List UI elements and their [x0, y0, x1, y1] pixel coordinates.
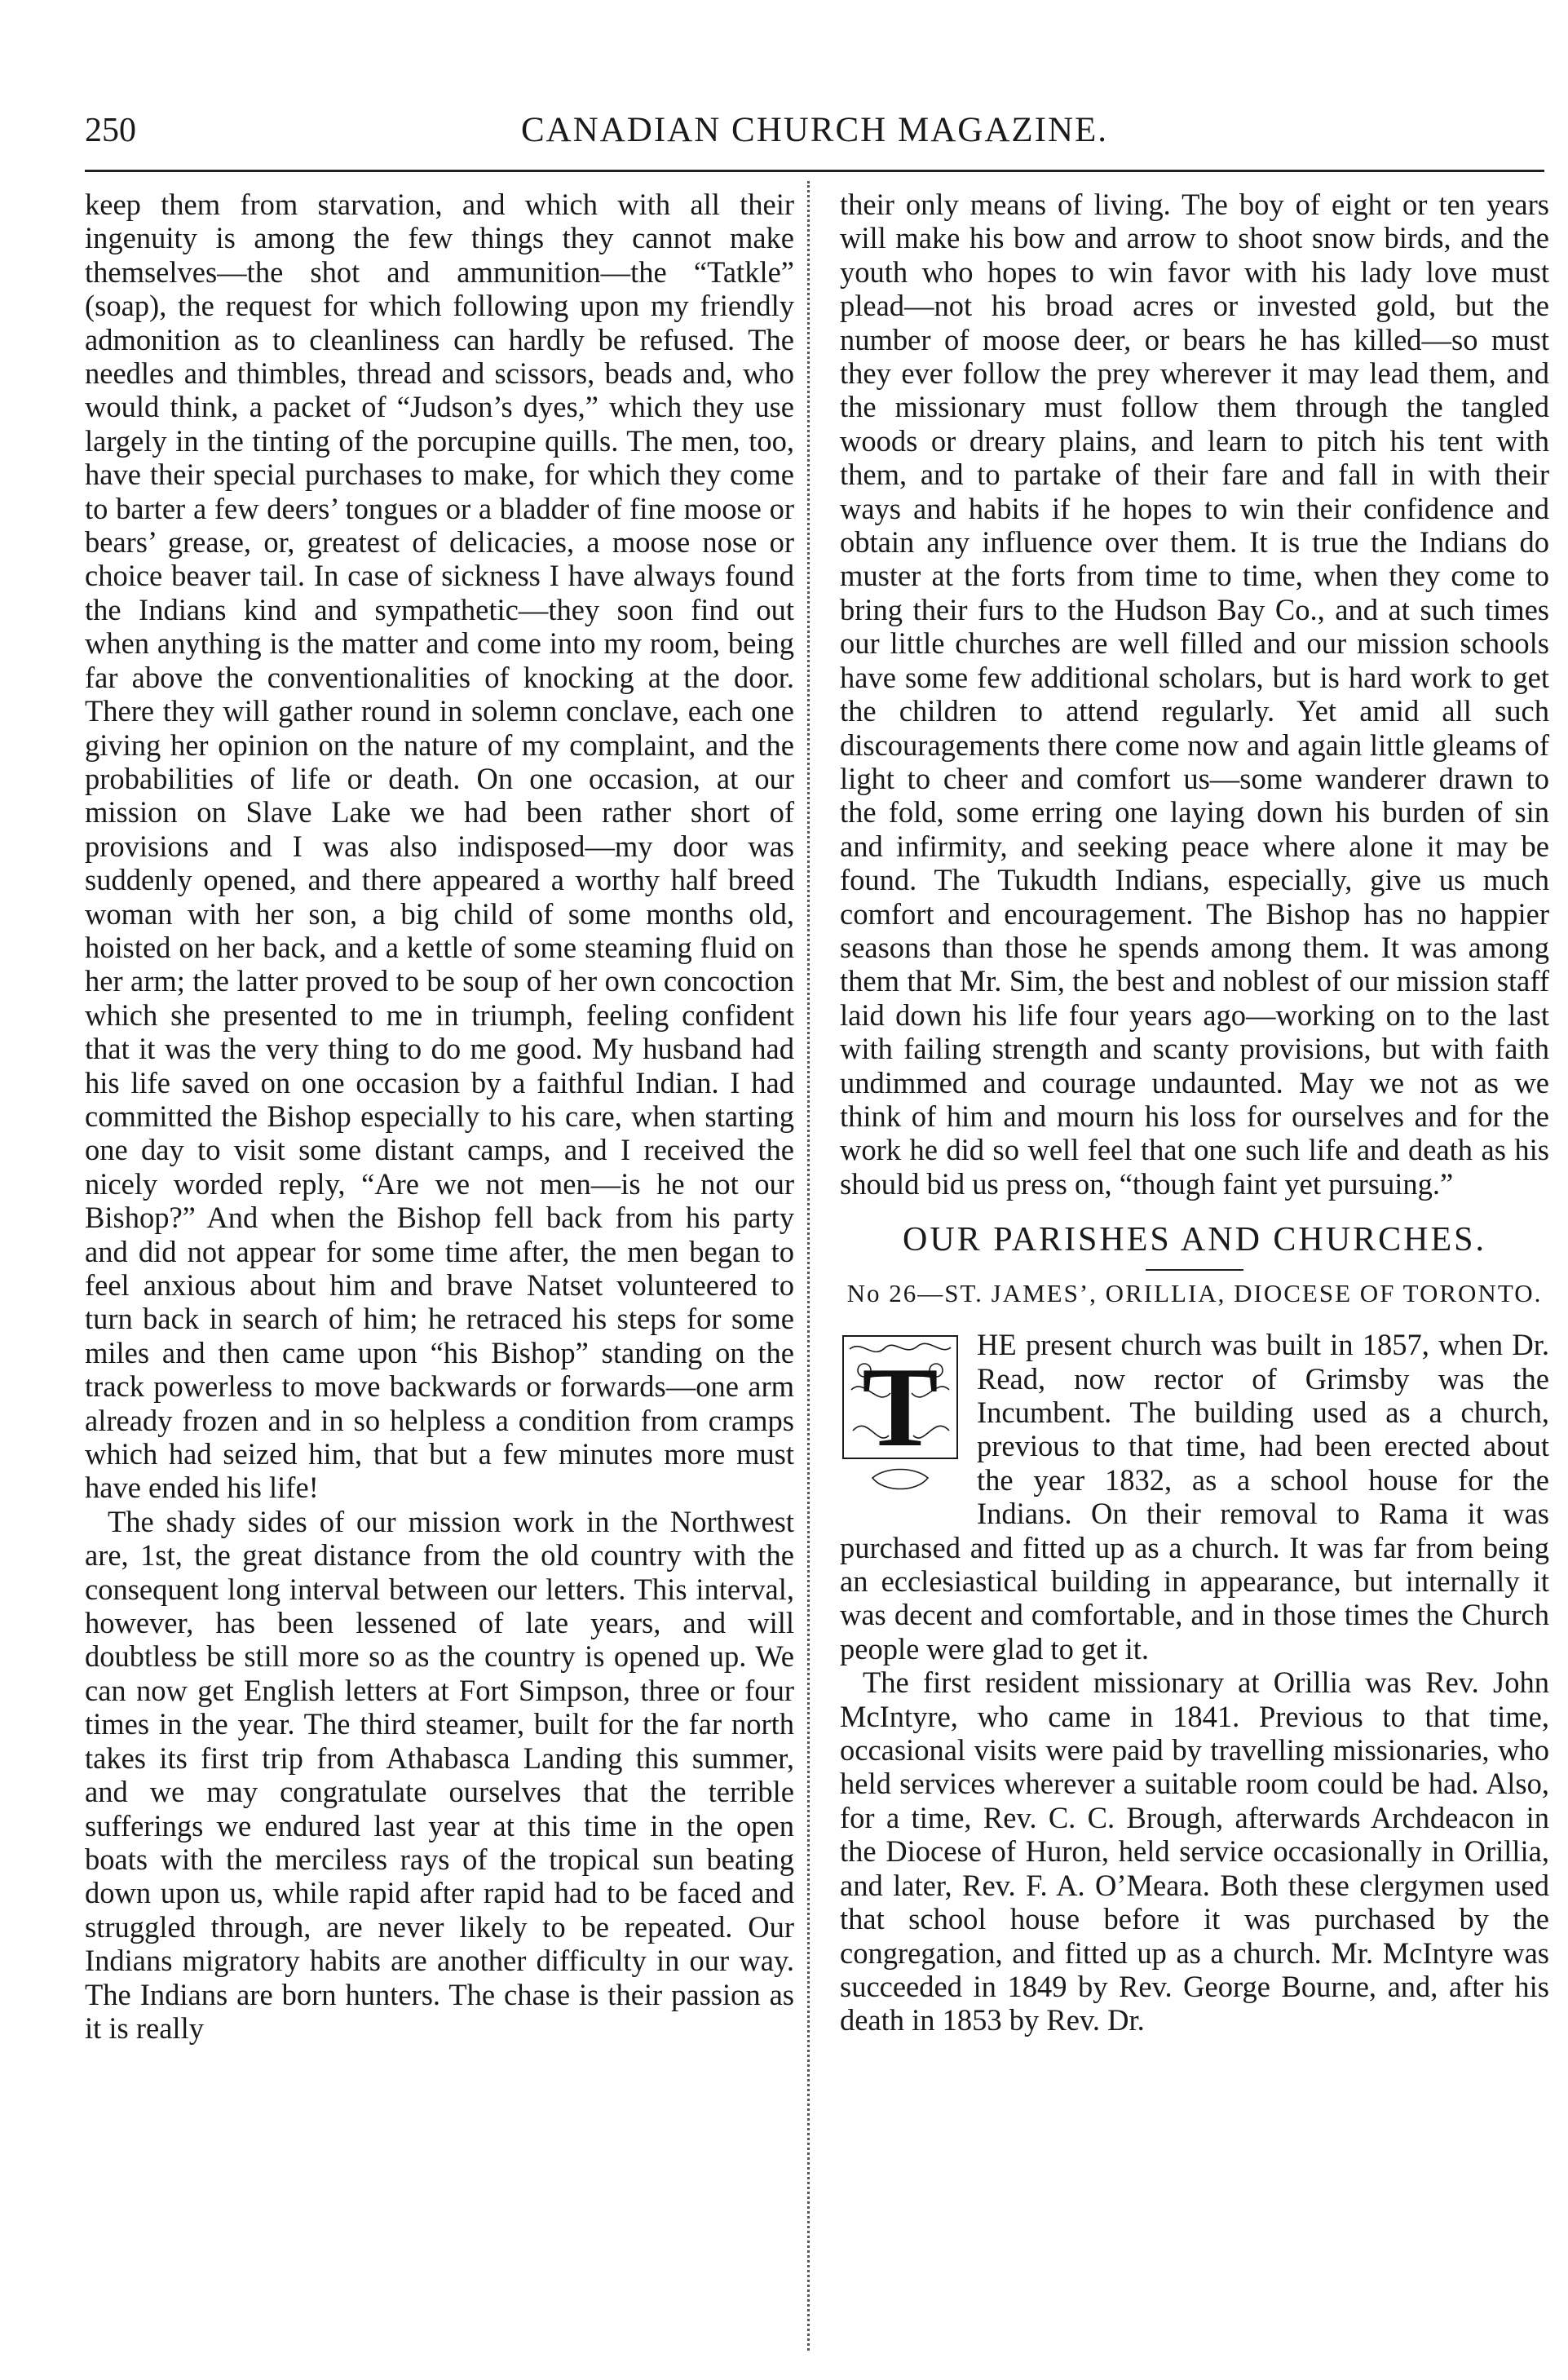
dropcap-letter: T: [862, 1344, 939, 1471]
magazine-title: CANADIAN CHURCH MAGAZINE.: [520, 111, 1109, 149]
right-column: [840, 188, 1549, 2037]
left-column: [85, 188, 794, 2045]
header-rule: [85, 170, 1544, 172]
section-rule: [1146, 1269, 1243, 1271]
right-paragraph-1: their only means of living. The boy of eight or ten years will make his bow and arrow to shoot snow birds, and the youth who hopes to win favor with his lady love must plead—not his broad acres or invested gold, but the number of moose deer, or bears he has killed—so must they ever follow the prey wherever it may lead them, and the missionary must follow them through the tangled woods or dreary plains, and learn to pitch his tent with them, and to partake of their fare and fall in with their ways and habits if he hopes to win their confidence and obtain any influence over them. It is true the Indians do muster at the forts from time to time, when they come to bring their furs to the Hudson Bay Co., and at such times our little churches are well filled and our mission schools have some few additional scholars, but is hard work to get the children to attend regularly. Yet amid all such discouragements there come now and again little gleams of light to cheer and comfort us—some wanderer drawn to the fold, some erring one laying down his burden of sin and infirmity, and seeking peace where alone it may be found. The Tukudth Indians, especially, give us much comfort and encouragement. The Bishop has no happier seasons than those he spends among them. It was among them that Mr. Sim, the best and noblest of our mission staff laid down his life four years ago—working on to the last with failing strength and scanty provisions, but with faith undimmed and courage undaunted. May we not as we think of him and mourn his loss for ourselves and for the work he did so well feel that one such life and death as his should bid us press on, “though faint yet pursuing.”: [840, 188, 1549, 1201]
column-divider: [807, 181, 810, 2351]
section-subtitle: No 26—ST. JAMES’, ORILLIA, DIOCESE OF TORONTO.: [846, 1279, 1543, 1308]
left-paragraph-1: keep them from starvation, and which with all their ingenuity is among the few things they cannot make themselves—the shot and ammunition—the “Tatkle” (soap), the request for which following upon my friendly admonition as to cleanliness can hardly be refused. The needles and thimbles, thread and scissors, beads and, who would think, a packet of “Judson’s dyes,” which they use largely in the tinting of the porcupine quills. The men, too, have their special purchases to make, for which they come to barter a few deers’ tongues or a bladder of fine moose or bears’ grease, or, greatest of delicacies, a moose nose or choice beaver tail. In case of sickness I have always found the Indians kind and sympathetic—they soon find out when anything is the matter and come into my room, being far above the conventionalities of knocking at the door. There they will gather round in solemn conclave, each one giving her opinion on the nature of my complaint, and the probabilities of life or death. On one occasion, at our mission on Slave Lake we had been rather short of provisions and I was also indisposed—my door was suddenly opened, and there appeared a worthy half breed woman with her son, a big child of some months old, hoisted on her back, and a kettle of some steaming fluid on her arm; the latter proved to be soup of her own concoction which she presented to me in triumph, feeling confident that it was the very thing to do me good. My husband had his life saved on one occasion by a faithful Indian. I had committed the Bishop especially to his care, when starting one day to visit some distant camps, and I received the nicely worded reply, “Are we not men—is he not our Bishop?” And when the Bishop fell back from his party and did not appear for some time after, the men began to feel anxious about him and brave Natset volunteered to turn back in search of him; he retraced his steps for some miles and then came upon “his Bishop” standing on the track powerless to move backwards or forwards—one arm already frozen and in so helpless a condition from cramps which had seized him, that but a few minutes more must have ended his life!: [85, 188, 794, 1505]
page-number: 250: [85, 112, 136, 149]
ornamental-dropcap: [840, 1333, 961, 1507]
page-header: [85, 106, 1544, 155]
article-paragraph-2: The first resident missionary at Orillia was Rev. John McIntyre, who came in 1841. Previous to that time, occasional visits were paid by travelling missionaries, who held services wherever a suitable room could be had. Also, for a time, Rev. C. C. Brough, afterwards Archdeacon in the Diocese of Huron, held service occasionally in Orillia, and later, Rev. F. A. O’Meara. Both these clergymen used that school house before it was purchased by the congregation, and fitted up as a church. Mr. McIntyre was succeeded in 1849 by Rev. George Bourne, and, after his death in 1853 by Rev. Dr.: [840, 1666, 1549, 2037]
left-paragraph-2: The shady sides of our mission work in the Northwest are, 1st, the great distance from the old country with the consequent long interval between our letters. This interval, however, has been lessened of late years, and will doubtless be still more so as the country is opened up. We can now get English letters at Fort Simpson, three or four times in the year. The third steamer, built for the far north takes its first trip from Athabasca Landing this summer, and we may congratulate ourselves that the terrible sufferings we endured last year at this time in the open boats with the merciless rays of the tropical sun beating down upon us, while rapid after rapid had to be faced and struggled through, are never likely to be repeated. Our Indians migratory habits are another difficulty in our way. The Indians are born hunters. The chase is their passion as it is really: [85, 1504, 794, 2045]
article-paragraph-1: HE present church was built in 1857, when Dr. Read, now rector of Grimsby was the Incumbent. The building used as a church, previous to that time, had been erected about the year 1832, as a school house for the Indians. On their removal to Rama it was purchased and fitted up as a church. It was far from being an ecclesiastical building in appearance, but internally it was decent and comfortable, and in those times the Church people were glad to get it.: [840, 1328, 1549, 1666]
section-title: OUR PARISHES AND CHURCHES.: [903, 1221, 1486, 1259]
